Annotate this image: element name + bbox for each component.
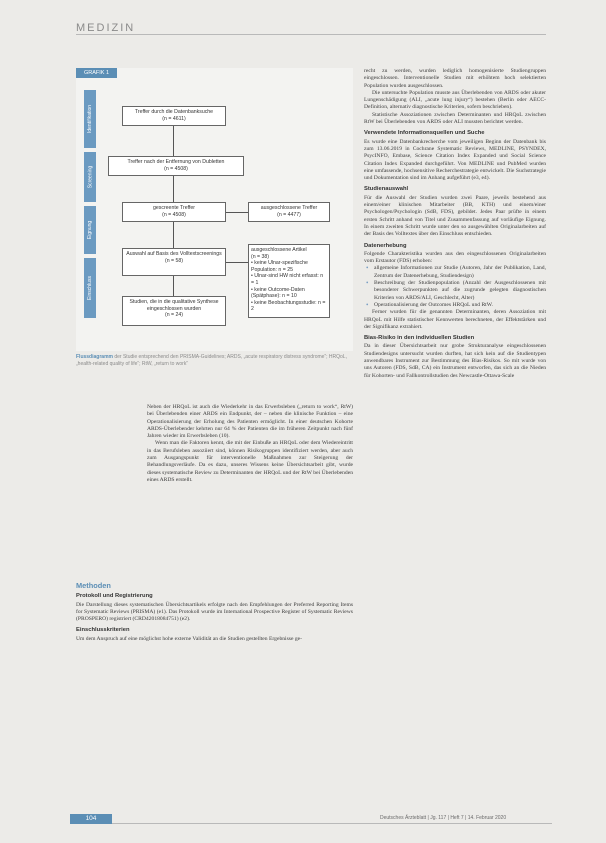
- extraction-text: Folgende Charakteristika wurden aus den eingeschlossenen Originalarbeiten vom Erstautor (FDS) erhoben:: [364, 250, 546, 265]
- left-p2: Wenn man die Faktoren kennt, die mit der Einbuße an HRQoL oder dem Wiedereintritt in das Berufsleben assoziiert sind, können Risikogruppen identifiziert werden, aber auch zum Ausgangspunkt für interventionelle Maßnahmen zur Steigerung der Behandlungsverläufe. Da es dazu, unseres Wissens keine Übersichtsarbeit gibt, wurde dieses systematische Review zu Determinanten der HRQoL und der RtW bei Überlebenden eines ARDS erstellt.: [147, 440, 353, 483]
- extraction-list: [364, 265, 546, 309]
- selection-text: Für die Auswahl der Studien wurden zwei Paare, jeweils bestehend aus einem/einer klinischen Mitarbeiter (BB, KTH) und einem/einer Psychologen/Psychologin (SdB, FDS), gebildet. Jedes Paar prüfte in einem ersten Schritt anhand von Titel und Zusammenfassung auf vorläufige Eignung. In einem zweiten Schritt wurde unter den so ausgewählten Originalarbeiten auf der Basis des Volltextes über den Einschluss entschieden.: [364, 194, 546, 238]
- sources-text: Es wurde eine Datenbankrecherche vom jeweiligen Beginn der Datenbank bis zum 13.06.2019 in Cochrane Systematic Reviews, MEDLINE, PSYNDEX, PsycINFO, Embase, Science Citation Index Expanded und Social Science Citation Index Expanded durchgeführt. Von MEDLINE und PubMed wurden eine umfassende, hochsensitive Recherchestrategie entwickelt. Die Suchstrategie und Dokumentation sind im Anhang aufgeführt (e3, e4).: [364, 138, 546, 182]
- page-number: 104: [70, 814, 112, 824]
- box-included-text: Studien, die in die qualitative Synthese eingeschlossen wurden (n = 24): [129, 299, 219, 319]
- box-excluded-articles-text: ausgeschlossene Artikel (n = 38) • keine Ulnar-spezifische Population: n = 25 • Ulnar-sind HW nicht erfasst: n = 1 • keine Outcome-Daten (Spätphase): n = 10 • keine Beobachtungsstudie: n = 2: [251, 247, 326, 313]
- left-p1: Neben der HRQoL ist auch die Wiederkehr in das Erwerbsleben („return to work“, RtW) bei Überlebenden einer ARDS ein Endpunkt, der – neben die klinische Funktion – eine Operationalisierung der Erholung des Patienten ermöglicht. In einer deutschen Kohorte ARDS-Überlebender kehrten nur 64 % der Patienten die im früheren Zeitpunkt nach fünf Jahren wieder im Erwerbsleben (10).: [147, 404, 353, 440]
- stage-eligibility: Eignung: [84, 206, 96, 254]
- list-item: • Beschreibung der Studienpopulation (Anzahl der Ausgeschlossenen mit besonderer Schwerpunkten auf die zugrunde gelegten diagnostischen Kriterien von ARDS/ALI, Geschlecht, Alter): [374, 280, 546, 302]
- box-included: [122, 296, 226, 326]
- protocol-heading: Protokoll und Registrierung: [76, 593, 153, 600]
- box-screened-text: gescreente Treffer (n = 4508): [152, 205, 195, 218]
- arrow-4: [173, 222, 174, 248]
- box-dedup: [108, 156, 244, 176]
- criteria-text: Um dem Anspruch auf eine möglichst hohe externe Validität an die Studien gestellten Ergebnisse ge-: [76, 635, 302, 642]
- prisma-flow-figure: [76, 68, 353, 351]
- figure-tab: GRAFIK 1: [76, 68, 117, 78]
- sources-heading: Verwendete Informationsquellen und Suche: [364, 130, 485, 137]
- arrow-5: [226, 262, 248, 263]
- list-item: • Operationalisierung der Outcomes HRQoL und RtW.: [374, 302, 546, 309]
- extraction-text-2: Ferner wurden für die genannten Determinanten, deren Assoziation mit HRQoL mit Hilfe statistischer Kennwerten berechneten, der Effektstärken und der Signifikanz extrahiert.: [364, 309, 546, 330]
- methods-heading: Methoden: [76, 581, 111, 590]
- box-dedup-text: Treffer nach der Entfernung von Dubletten (n = 4508): [127, 159, 225, 172]
- bias-heading: Bias-Risiko in den individuellen Studien: [364, 335, 475, 342]
- stage-screening: Screening: [84, 152, 96, 202]
- box-fulltext: [122, 248, 226, 276]
- selection-heading: Studienauswahl: [364, 186, 409, 193]
- section-header: MEDIZIN: [76, 22, 136, 34]
- figure-caption: [76, 354, 353, 367]
- extraction-heading: Datenerhebung: [364, 242, 407, 249]
- box-excluded-articles: [248, 244, 330, 318]
- journal-reference: Deutsches Ärzteblatt | Jg. 117 | Heft 7 | 14. Februar 2020: [380, 815, 507, 821]
- box-excluded-hits: [248, 202, 330, 222]
- footer-rule: [112, 823, 552, 824]
- bias-text: Da in dieser Übersichtsarbeit nur grobe Strukturanalyse eingeschlossenen Studiendesigns untersucht wurden durften, hat sich kein auf die Studientypen anwendbares Instrument zur Bestimmung des Bias-Risikos. So mit wurde von uns Autoren (FDS, SdB, CA) ein Instrument entworfen, das sich an die Nieden für Kohorten- und Fallkontrollstudien des Newcastle-Ottawa-Scale: [364, 343, 546, 379]
- arrow-2: [173, 176, 174, 202]
- arrow-1: [173, 126, 174, 156]
- right-p1: recht zu werden, wurden lediglich homogenisierte Studiengruppen eingeschlossen. Interventionelle Studien mit erhöhtem hoch selektierten Population wurden ausgeschlossen.: [364, 68, 546, 89]
- stage-inclusion: Einschluss: [84, 258, 96, 318]
- box-excluded-hits-text: ausgeschlossene Treffer (n = 4477): [260, 205, 318, 218]
- arrow-6: [173, 276, 174, 296]
- left-column: [147, 404, 353, 484]
- protocol-text: Die Darstellung dieses systematischen Übersichtsartikels erfolgte nach den Empfehlungen der Preferred Reporting Items for Systematic Reviews (PRISMA) (e1). Das Protokoll wurde im International Prospective Register of Systematic Reviews (PROSPERO) registriert (CRD42018084751) (e2).: [76, 601, 353, 623]
- methods-column: [76, 578, 353, 643]
- right-p2: Die untersuchte Population musste aus Überlebenden von ARDS oder akuter Lungenschädigung (ALI, „acute lung injury“) bestehen (Berlin oder AECC-Definition, alternativ diagnostische Kriterien, sofern beschrieben).: [364, 89, 546, 111]
- criteria-heading: Einschlusskriterien: [76, 627, 130, 634]
- right-p3: Statistische Assoziationen zwischen Determinanten und HRQoL zwischen RtW bei Überlebenden von ARDS oder ALI mussten berichtet werden.: [364, 111, 546, 126]
- caption-text: der Studie entsprechend den PRISMA-Guidelines; ARDS, „acute respiratory distress syndrome“; HRQoL, „health-related quality of life“; RtW, „return to work“: [76, 354, 347, 367]
- header-rule: [76, 34, 546, 35]
- box-database-hits: [122, 106, 226, 126]
- box-database-hits-text: Treffer durch die Datenbanksuche (n = 4611): [134, 109, 214, 122]
- list-item: • allgemeine Informationen zur Studie (Autoren, Jahr der Publikation, Land, Zentrum der Datenerhebung, Studiendesign): [374, 265, 546, 280]
- right-column: [364, 68, 546, 380]
- arrow-3: [226, 212, 248, 213]
- box-screened: [122, 202, 226, 222]
- stage-identification: Identifikation: [84, 90, 96, 148]
- caption-label: Flussdiagramm: [76, 354, 113, 360]
- box-fulltext-text: Auswahl auf Basis des Volltextscreenings (n = 58): [126, 251, 222, 264]
